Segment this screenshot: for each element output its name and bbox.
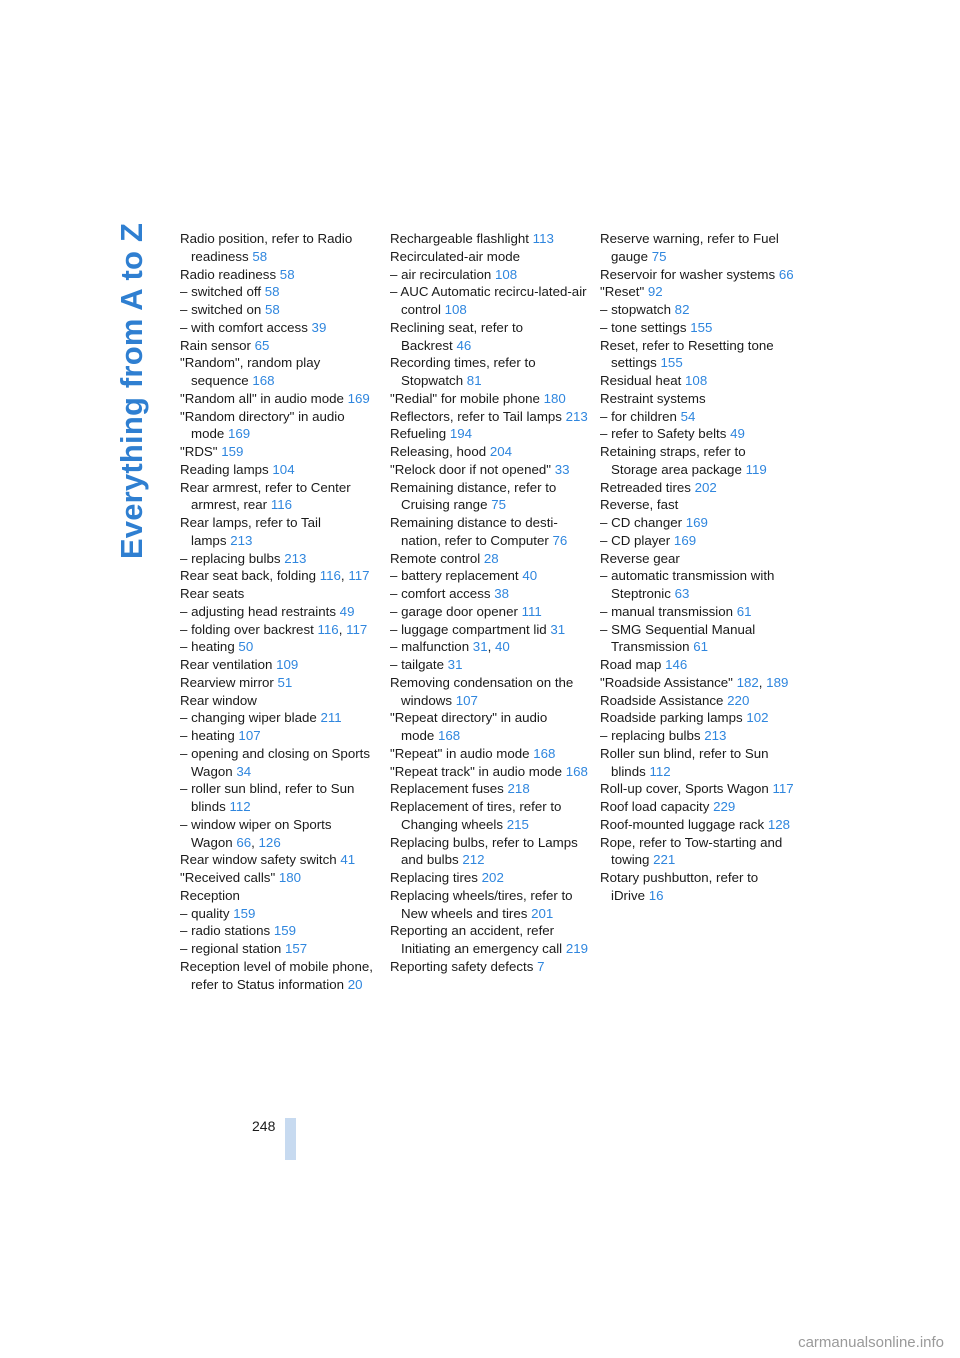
page-reference-link[interactable]: 107 bbox=[455, 692, 478, 708]
page-reference-link[interactable]: 213 bbox=[565, 408, 588, 424]
page-reference-link[interactable]: 76 bbox=[552, 532, 568, 548]
page-reference-link[interactable]: 16 bbox=[648, 887, 664, 903]
index-entry-text: – replacing bulbs bbox=[600, 728, 701, 743]
index-entry-text: Retreaded tires bbox=[600, 479, 691, 495]
index-entry-text: – switched on bbox=[180, 302, 262, 317]
page-reference-link[interactable]: 213 bbox=[230, 532, 253, 548]
index-entry: Rear seat back, folding 116, 117 bbox=[180, 568, 370, 584]
index-entry bbox=[180, 301, 380, 319]
index-entry-text: – adjusting head restraints bbox=[180, 603, 336, 619]
page-reference-link[interactable]: 34 bbox=[236, 763, 252, 779]
index-entry bbox=[180, 869, 380, 887]
page-reference-link[interactable]: 202 bbox=[694, 479, 717, 495]
page-reference-link[interactable]: 201 bbox=[531, 905, 554, 921]
index-entry-text: Releasing, hood bbox=[390, 444, 487, 459]
index-column-1 bbox=[180, 230, 380, 993]
index-entry-text: Rearview mirror bbox=[180, 674, 274, 690]
page-reference-link[interactable]: 117 bbox=[348, 568, 370, 584]
index-entry-text: Rear seats bbox=[180, 586, 245, 601]
index-entry-text: – CD changer bbox=[600, 515, 683, 530]
page-reference-link[interactable]: 49 bbox=[339, 603, 355, 619]
index-entry-text: Rotary pushbutton, refer to iDrive bbox=[600, 870, 759, 903]
index-entry-text: – replacing bulbs bbox=[180, 550, 281, 566]
index-entry-text: Roller sun blind, refer to Sun blinds bbox=[600, 745, 769, 779]
index-entry-text: Reception bbox=[180, 887, 240, 903]
index-entry bbox=[390, 461, 590, 479]
page-reference-link[interactable]: 218 bbox=[507, 781, 530, 797]
page-reference-link[interactable]: 28 bbox=[483, 550, 499, 566]
index-entry bbox=[180, 887, 380, 905]
index-entry bbox=[600, 745, 795, 781]
index-entry bbox=[600, 337, 795, 373]
index-entry bbox=[180, 745, 380, 781]
index-entry-text: – changing wiper blade bbox=[180, 710, 317, 726]
index-entry-text: Replacing bulbs, refer to Lamps and bulbs bbox=[390, 834, 578, 868]
page-reference-link[interactable]: 92 bbox=[647, 284, 663, 300]
page-reference-link[interactable]: 81 bbox=[466, 373, 482, 388]
index-entry-text: – refer to Safety belts bbox=[600, 426, 727, 442]
index-entry bbox=[600, 301, 795, 319]
index-entry-text: Roof load capacity bbox=[600, 799, 710, 814]
watermark: carmanualsonline.info bbox=[798, 1334, 944, 1351]
index-entry bbox=[180, 443, 380, 461]
index-entry-text: Refueling bbox=[390, 426, 447, 442]
page-reference-link[interactable]: 194 bbox=[449, 426, 473, 442]
page-reference-link[interactable]: 102 bbox=[746, 710, 769, 726]
page-reference-link[interactable]: 159 bbox=[233, 905, 256, 921]
index-entry-text: Rope, refer to Tow-starting and towing bbox=[600, 834, 783, 868]
index-entry bbox=[180, 337, 380, 355]
index-entry-text: Reserve warning, refer to Fuel gauge bbox=[600, 231, 779, 264]
page-reference-link[interactable]: 40 bbox=[494, 639, 510, 655]
index-entry bbox=[180, 922, 380, 940]
index-entry bbox=[390, 230, 590, 248]
index-entry bbox=[600, 425, 795, 443]
index-entry bbox=[600, 496, 795, 514]
index-entry bbox=[600, 656, 795, 674]
index-entry-text: Rechargeable flashlight bbox=[390, 231, 529, 246]
page-reference-link[interactable]: 66 bbox=[236, 834, 252, 850]
page-reference-link[interactable]: 104 bbox=[272, 461, 295, 477]
page-number: 248 bbox=[252, 1118, 276, 1134]
page-reference-link[interactable]: 159 bbox=[221, 444, 244, 459]
index-entry-text: "Redial" for mobile phone bbox=[390, 390, 540, 406]
page-reference-link[interactable]: 58 bbox=[265, 302, 280, 317]
page-reference-link[interactable]: 215 bbox=[506, 816, 529, 832]
page-reference-link[interactable]: 212 bbox=[462, 852, 485, 868]
index-entry-text: Replacing wheels/tires, refer to New wheels and tires bbox=[390, 887, 573, 921]
page-reference-link[interactable]: 189 bbox=[766, 674, 789, 690]
index-entry bbox=[390, 780, 590, 798]
index-entry-text: Replacement of tires, refer to Changing wheels bbox=[390, 799, 562, 832]
index-entry-text: Recording times, refer to Stopwatch bbox=[390, 355, 536, 388]
index-entry-text: – manual transmission bbox=[600, 603, 734, 619]
page-reference-link[interactable]: 39 bbox=[311, 319, 327, 335]
page-reference-link[interactable]: 146 bbox=[665, 657, 688, 672]
page-reference-link[interactable]: 119 bbox=[745, 461, 767, 477]
index-entry-text: – heating bbox=[180, 639, 235, 655]
index-entry bbox=[600, 869, 795, 905]
index-entry bbox=[600, 550, 795, 568]
index-entry bbox=[180, 905, 380, 923]
index-entry bbox=[600, 372, 795, 390]
page-reference-link[interactable]: 221 bbox=[653, 852, 676, 868]
index-entry bbox=[390, 869, 590, 887]
index-entry-text: – opening and closing on Sports Wagon bbox=[180, 745, 370, 779]
page-reference-link[interactable]: 65 bbox=[254, 337, 270, 353]
index-entry-text: Rear window bbox=[180, 692, 257, 708]
index-entry bbox=[600, 834, 795, 870]
index-entry-text: Rear ventilation bbox=[180, 657, 273, 672]
index-entry-text: Roadside parking lamps bbox=[600, 710, 743, 726]
index-entry-text: "Received calls" bbox=[180, 870, 276, 885]
page-reference-link[interactable]: 169 bbox=[227, 426, 251, 442]
page-reference-link[interactable]: 116 bbox=[317, 621, 339, 637]
index-entry bbox=[390, 656, 590, 674]
index-entry bbox=[390, 443, 590, 461]
index-entry: – window wiper on Sports Wagon 66, 126 bbox=[180, 816, 332, 850]
page-reference-link[interactable]: 41 bbox=[340, 852, 356, 868]
page-reference-link[interactable]: 169 bbox=[685, 515, 708, 530]
index-entry-text: "Random directory" in audio mode bbox=[180, 408, 345, 442]
index-entry-text: – for children bbox=[600, 408, 677, 424]
page-reference-link[interactable]: 211 bbox=[320, 710, 342, 726]
index-entry bbox=[390, 745, 590, 763]
index-entry-text: "Reset" bbox=[600, 284, 645, 300]
index-entry: – folding over backrest 116, 117 bbox=[180, 621, 368, 637]
index-entry bbox=[600, 621, 795, 657]
index-entry-text: Restraint systems bbox=[600, 390, 706, 406]
index-entry bbox=[600, 709, 795, 727]
index-entry-text: Recirculated-air mode bbox=[390, 248, 521, 264]
section-title-text: Everything from A to Z bbox=[114, 222, 150, 559]
index-entry-text: – roller sun blind, refer to Sun blinds bbox=[180, 781, 355, 814]
index-entry bbox=[600, 603, 795, 621]
page-reference-link[interactable]: 117 bbox=[346, 621, 368, 637]
index-entry-text: Rain sensor bbox=[180, 337, 251, 353]
page-reference-link[interactable]: 204 bbox=[489, 444, 512, 459]
page-reference-link[interactable]: 116 bbox=[270, 497, 293, 513]
index-entry-text: Roof-mounted luggage rack bbox=[600, 816, 765, 832]
index-entry bbox=[390, 709, 590, 745]
index-entry bbox=[600, 319, 795, 337]
index-entry bbox=[600, 692, 795, 710]
page-reference-link[interactable]: 38 bbox=[494, 586, 509, 601]
index-entry bbox=[390, 603, 590, 621]
index-entry-text: Removing condensation on the windows bbox=[390, 674, 574, 708]
page-reference-link[interactable]: 168 bbox=[565, 763, 588, 779]
index-entry bbox=[390, 798, 590, 834]
index-entry-text: "Relock door if not opened" bbox=[390, 461, 551, 477]
index-entry bbox=[600, 443, 795, 479]
page-reference-link[interactable]: 128 bbox=[767, 816, 790, 832]
index-entry bbox=[180, 585, 380, 603]
index-entry bbox=[390, 585, 590, 603]
page-reference-link[interactable]: 63 bbox=[674, 586, 690, 601]
page-reference-link[interactable]: 116 bbox=[319, 568, 341, 584]
index-entry bbox=[180, 940, 380, 958]
index-entry bbox=[390, 567, 590, 585]
index-entry-text: – comfort access bbox=[390, 586, 491, 601]
index-entry-text: – SMG Sequential Manual Transmission bbox=[600, 621, 756, 655]
index-entry-text: Reverse, fast bbox=[600, 497, 679, 513]
page-reference-link[interactable]: 61 bbox=[736, 603, 752, 619]
page-reference-link[interactable]: 159 bbox=[273, 923, 297, 939]
index-entry-text: "Roadside Assistance" bbox=[600, 674, 733, 690]
index-entry-text: Reflectors, refer to Tail lamps bbox=[390, 408, 562, 424]
index-entry bbox=[180, 851, 380, 869]
index-entry-text: "RDS" bbox=[180, 444, 218, 459]
index-entry bbox=[600, 567, 795, 603]
index-entry bbox=[180, 283, 380, 301]
index-entry-text: – AUC Automatic recircu-lated-air control bbox=[390, 284, 587, 317]
index-entry bbox=[600, 479, 795, 497]
page-reference-link[interactable]: 49 bbox=[730, 426, 745, 442]
index-entry-text: – with comfort access bbox=[180, 319, 308, 335]
page-reference-link[interactable]: 108 bbox=[494, 266, 518, 282]
index-entry-text: Reporting safety defects bbox=[390, 958, 534, 974]
index-entry bbox=[390, 390, 590, 408]
index-entry bbox=[600, 514, 795, 532]
index-entry bbox=[600, 780, 795, 798]
page-reference-link[interactable]: 180 bbox=[278, 870, 302, 885]
page-reference-link[interactable]: 61 bbox=[693, 639, 709, 655]
page-reference-link[interactable]: 75 bbox=[651, 248, 667, 264]
page-reference-link[interactable]: 169 bbox=[347, 390, 370, 406]
page-reference-link[interactable]: 58 bbox=[264, 284, 280, 300]
page-reference-link[interactable]: 7 bbox=[537, 958, 545, 974]
index-entry bbox=[390, 248, 590, 266]
page-reference-link[interactable]: 82 bbox=[674, 302, 690, 317]
page-reference-link[interactable]: 66 bbox=[778, 266, 794, 282]
page-reference-link[interactable]: 113 bbox=[532, 231, 554, 246]
index-entry bbox=[180, 656, 380, 674]
index-entry bbox=[600, 532, 795, 550]
index-entry bbox=[180, 692, 380, 710]
index-entry bbox=[390, 887, 590, 923]
page-reference-link[interactable]: 112 bbox=[649, 763, 671, 779]
index-entry-text: – luggage compartment lid bbox=[390, 621, 547, 637]
index-entry bbox=[180, 390, 380, 408]
index-entry-text: Replacing tires bbox=[390, 870, 478, 885]
index-entry bbox=[600, 266, 795, 284]
index-entry bbox=[180, 638, 380, 656]
page-reference-link[interactable]: 58 bbox=[279, 266, 295, 282]
index-entry-text: – heating bbox=[180, 728, 235, 743]
page-reference-link[interactable]: 219 bbox=[565, 941, 589, 956]
index-entry bbox=[390, 514, 590, 550]
index-entry: "Roadside Assistance" 182, 189 bbox=[600, 674, 789, 690]
index-entry bbox=[390, 408, 590, 426]
page-reference-link[interactable]: 46 bbox=[456, 337, 472, 353]
index-entry-text: – window wiper on Sports Wagon bbox=[180, 816, 332, 850]
page-reference-link[interactable]: 58 bbox=[252, 248, 268, 264]
index-entry bbox=[390, 283, 590, 319]
index-entry-text: Roadside Assistance bbox=[600, 692, 724, 708]
index-entry-text: Reservoir for washer systems bbox=[600, 266, 776, 282]
page-reference-link[interactable]: 108 bbox=[685, 373, 708, 388]
index-entry-text: – automatic transmission with Steptronic bbox=[600, 568, 775, 601]
index-entry bbox=[600, 798, 795, 816]
index-entry-text: – folding over backrest bbox=[180, 621, 314, 637]
index-entry-text: Reception level of mobile phone, refer to Status information bbox=[180, 958, 373, 992]
page-reference-link[interactable]: 168 bbox=[252, 373, 275, 388]
index-entry bbox=[390, 674, 590, 710]
index-entry-text: "Random all" in audio mode bbox=[180, 390, 344, 406]
index-entry bbox=[180, 461, 380, 479]
index-entry bbox=[390, 763, 590, 781]
index-entry-text: – air recirculation bbox=[390, 266, 492, 282]
index-entry bbox=[180, 958, 380, 994]
index-entry bbox=[180, 354, 380, 390]
index-entry bbox=[390, 266, 590, 284]
section-title bbox=[112, 222, 152, 559]
page-reference-link[interactable]: 168 bbox=[437, 728, 461, 743]
index-entry bbox=[180, 479, 380, 515]
index-entry-text: – battery replacement bbox=[390, 568, 519, 584]
page-reference-link[interactable]: 109 bbox=[276, 657, 299, 672]
index-entry-text: "Repeat track" in audio mode bbox=[390, 763, 563, 779]
index-entry-text: Retaining straps, refer to Storage area package bbox=[600, 444, 746, 477]
index-entry-text: Rear lamps, refer to Tail lamps bbox=[180, 515, 321, 548]
index-entry-text: – malfunction bbox=[390, 639, 470, 655]
page-reference-link[interactable]: 182 bbox=[736, 674, 759, 690]
index-entry bbox=[180, 550, 380, 568]
index-entry bbox=[390, 922, 590, 958]
index-entry bbox=[390, 425, 590, 443]
index-column-3 bbox=[600, 230, 795, 905]
index-entry-text: Replacement fuses bbox=[390, 781, 504, 797]
index-entry-text: Rear seat back, folding bbox=[180, 568, 317, 584]
page-reference-link[interactable]: 213 bbox=[704, 728, 727, 743]
index-entry-text: "Repeat directory" in audio mode bbox=[390, 710, 548, 743]
index-entry bbox=[600, 816, 795, 834]
index-entry bbox=[390, 621, 590, 639]
page-reference-link[interactable]: 213 bbox=[284, 550, 307, 566]
page-reference-link[interactable]: 117 bbox=[772, 781, 794, 797]
page-reference-link[interactable]: 168 bbox=[533, 745, 556, 761]
page-reference-link[interactable]: 51 bbox=[277, 674, 293, 690]
index-entry-text: Reclining seat, refer to Backrest bbox=[390, 319, 524, 353]
index-entry bbox=[180, 408, 380, 444]
index-entry-text: Rear window safety switch bbox=[180, 852, 337, 868]
page-reference-link[interactable]: 33 bbox=[554, 461, 570, 477]
index-entry: – malfunction 31, 40 bbox=[390, 639, 510, 655]
index-entry-text: Remote control bbox=[390, 550, 481, 566]
page-reference-link[interactable]: 108 bbox=[444, 302, 467, 317]
index-entry bbox=[390, 479, 590, 515]
index-entry-text: – garage door opener bbox=[390, 603, 518, 619]
index-entry bbox=[600, 283, 795, 301]
index-entry-text: "Random", random play sequence bbox=[180, 355, 321, 388]
index-entry-text: Reporting an accident, refer Initiating an emergency call bbox=[390, 923, 563, 956]
page-reference-link[interactable]: 169 bbox=[673, 532, 697, 548]
index-entry-text: – CD player bbox=[600, 532, 671, 548]
index-entry-text: Remaining distance, refer to Cruising range bbox=[390, 479, 557, 513]
page-reference-link[interactable]: 50 bbox=[238, 639, 254, 655]
index-entry bbox=[390, 319, 590, 355]
index-entry-text: Radio readiness bbox=[180, 266, 277, 282]
index-entry bbox=[600, 390, 795, 408]
index-entry bbox=[180, 780, 380, 816]
index-entry-text: Reverse gear bbox=[600, 550, 680, 566]
page-reference-link[interactable]: 229 bbox=[713, 799, 736, 814]
index-entry-text: Roll-up cover, Sports Wagon bbox=[600, 781, 769, 797]
index-entry-text: – quality bbox=[180, 905, 230, 921]
index-entry-text: – radio stations bbox=[180, 923, 271, 939]
index-entry-text: Reset, refer to Resetting tone settings bbox=[600, 337, 774, 371]
page-reference-link[interactable]: 157 bbox=[284, 941, 308, 956]
page-reference-link[interactable]: 40 bbox=[522, 568, 538, 584]
page-reference-link[interactable]: 20 bbox=[347, 976, 363, 992]
page-reference-link[interactable]: 107 bbox=[238, 728, 261, 743]
page-reference-link[interactable]: 31 bbox=[447, 657, 463, 672]
page-reference-link[interactable]: 31 bbox=[472, 639, 488, 655]
page-reference-link[interactable]: 126 bbox=[258, 834, 281, 850]
index-entry bbox=[390, 958, 590, 976]
page-marker-bar bbox=[285, 1118, 296, 1160]
index-entry bbox=[180, 514, 380, 550]
page-reference-link[interactable]: 155 bbox=[690, 319, 713, 335]
index-entry-text: Radio position, refer to Radio readiness bbox=[180, 231, 353, 264]
index-entry bbox=[390, 834, 590, 870]
index-entry bbox=[600, 727, 795, 745]
page-reference-link[interactable]: 111 bbox=[521, 603, 542, 619]
index-entry-text: – switched off bbox=[180, 284, 262, 300]
index-entry-text: Rear armrest, refer to Center armrest, rear bbox=[180, 479, 351, 513]
index-entry-text: "Repeat" in audio mode bbox=[390, 745, 530, 761]
page-reference-link[interactable]: 220 bbox=[727, 692, 750, 708]
index-entry bbox=[180, 727, 380, 745]
index-entry-text: – tailgate bbox=[390, 657, 444, 672]
index-entry bbox=[180, 674, 380, 692]
index-entry-text: – stopwatch bbox=[600, 302, 671, 317]
index-entry-text: – tone settings bbox=[600, 319, 687, 335]
index-entry-text: Road map bbox=[600, 657, 662, 672]
index-entry-text: – regional station bbox=[180, 941, 282, 956]
index-entry bbox=[180, 319, 380, 337]
page-reference-link[interactable]: 112 bbox=[229, 799, 251, 814]
index-entry bbox=[180, 709, 380, 727]
page-reference-link[interactable]: 155 bbox=[660, 355, 683, 371]
page-reference-link[interactable]: 202 bbox=[481, 870, 504, 885]
index-entry bbox=[600, 230, 795, 266]
page-reference-link[interactable]: 75 bbox=[491, 497, 506, 513]
index-entry bbox=[390, 354, 590, 390]
index-column-2 bbox=[390, 230, 590, 976]
index-entry-text: Reading lamps bbox=[180, 461, 269, 477]
index-entry bbox=[180, 230, 380, 266]
index-entry bbox=[600, 408, 795, 426]
index-entry bbox=[180, 266, 380, 284]
page-reference-link[interactable]: 31 bbox=[550, 621, 566, 637]
index-entry bbox=[180, 603, 380, 621]
index-entry-text: Remaining distance to desti-nation, refer to Computer bbox=[390, 515, 558, 548]
index-entry-text: Residual heat bbox=[600, 373, 682, 388]
page-reference-link[interactable]: 180 bbox=[543, 390, 566, 406]
index-entry bbox=[390, 550, 590, 568]
page-reference-link[interactable]: 54 bbox=[680, 408, 696, 424]
